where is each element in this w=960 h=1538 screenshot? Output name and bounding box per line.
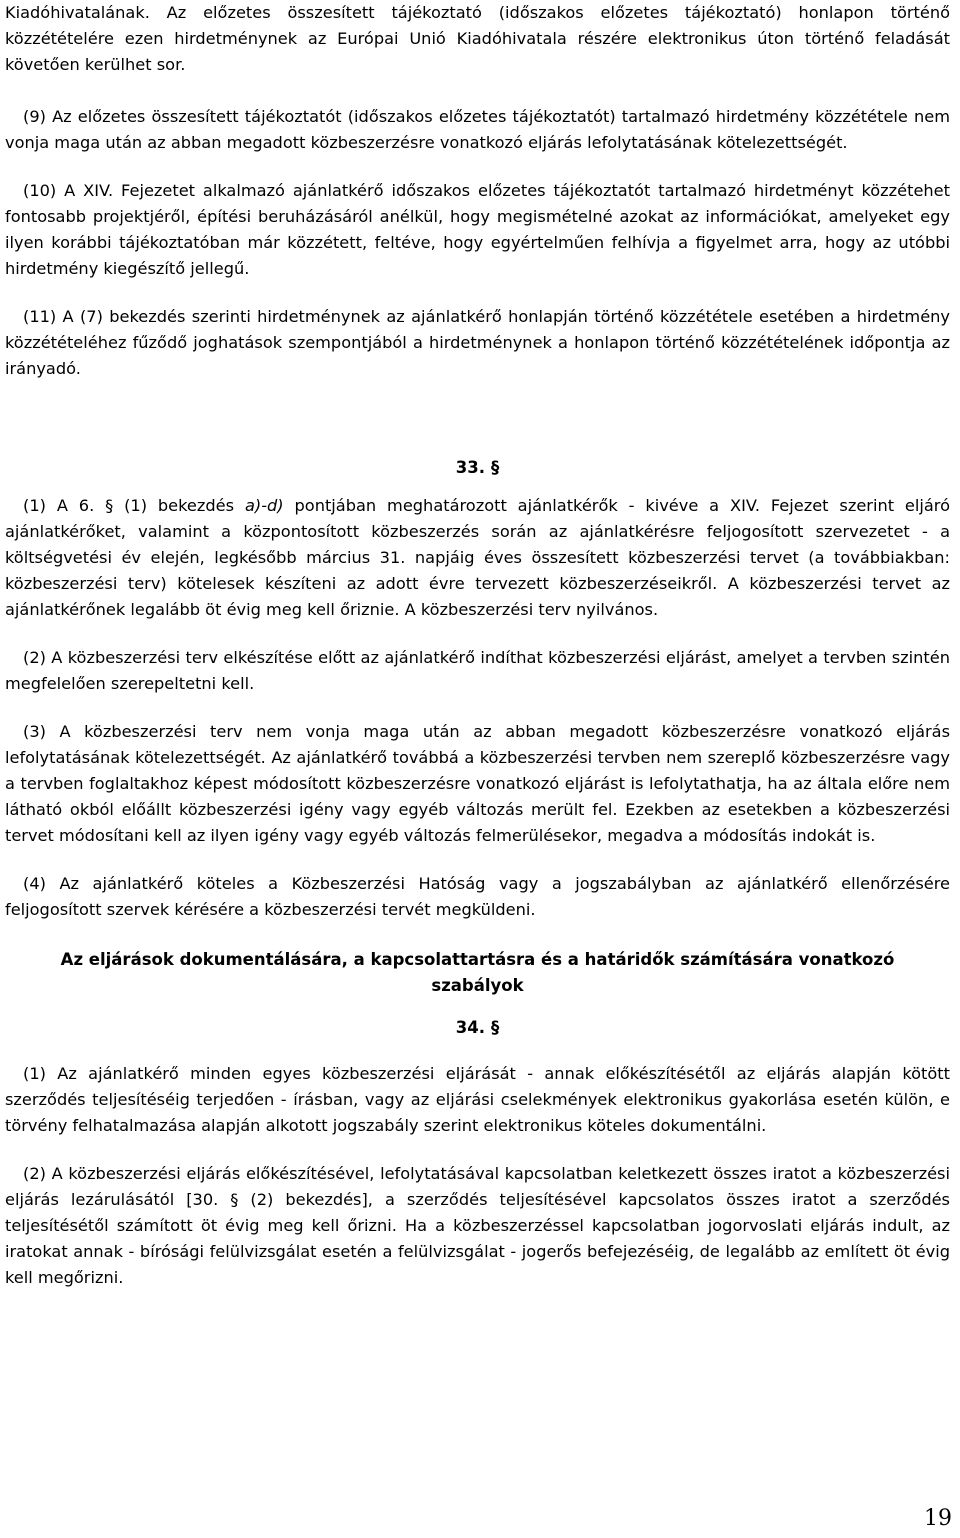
section-34-heading bbox=[5, 1015, 950, 1041]
section-33-paragraph-2: (2) A közbeszerzési terv elkészítése előtt az ajánlatkérő indíthat közbeszerzési eljárást, amelyet a tervben szintén megfelelően szerepeltetni kell. bbox=[5, 648, 950, 693]
section-33-p1-italic: a)-d) bbox=[244, 496, 284, 515]
paragraph-intro: Kiadóhivatalának. Az előzetes összesített tájékoztató (időszakos előzetes tájékoztató) honlapon történő közzétételére ezen hirdetménynek az Európai Unió Kiadóhivatala részére elektronikus úton történő feladását követően kerülhet sor. bbox=[5, 3, 950, 74]
section-34-paragraph-1: (1) Az ajánlatkérő minden egyes közbeszerzési eljárását - annak előkészítésétől az eljárás alapján kötött szerződés teljesítéséig terjedően - írásban, vagy az eljárási cselekmények elektronikus gyakorlása esetén külön, e törvény felhatalmazása alapján alkotott jogszabály szerint elektronikus köteles dokumentálni. bbox=[5, 1064, 950, 1135]
section-33-paragraph-3: (3) A közbeszerzési terv nem vonja maga után az abban megadott közbeszerzésre vonatkozó eljárás lefolytatásának kötelezettségét. Az ajánlatkérő továbbá a közbeszerzési tervben nem szereplő közbeszerzésre vagy a tervben foglaltakhoz képest módosított közbeszerzésre vonatkozó eljárást is lefolytathatja, ha az általa előre nem látható okból előállt közbeszerzési igény vagy egyéb változás merült fel. Ezekben az esetekben a közbeszerzési tervet módosítani kell az ilyen igény vagy egyéb változás felmerülésekor, megadva a módosítás indokát is. bbox=[5, 722, 950, 845]
section-33-p1-start: (1) A 6. § (1) bekezdés bbox=[23, 496, 245, 515]
chapter-heading: Az eljárások dokumentálására, a kapcsolattartásra és a határidők számítására vonatkozó szabályok bbox=[60, 950, 895, 995]
paragraph-11: (11) A (7) bekezdés szerinti hirdetménynek az ajánlatkérő honlapján történő közzététele esetében a hirdetmény közzétételéhez fűződő joghatások szempontjából a hirdetménynek a honlapon történő közzétételének időpontja az irányadó. bbox=[5, 307, 950, 378]
section-33-paragraph-4: (4) Az ajánlatkérő köteles a Közbeszerzési Hatóság vagy a jogszabályban az ajánlatkérő ellenőrzésére feljogosított szervek kérésére a közbeszerzési tervét megküldeni. bbox=[5, 874, 950, 919]
section-33-symbol: § bbox=[490, 458, 500, 477]
section-34-paragraph-2: (2) A közbeszerzési eljárás előkészítésével, lefolytatásával kapcsolatban keletkezett összes iratot a közbeszerzési eljárás lezárulásától [30. § (2) bekezdés], a szerződés teljesítésével kapcsolatos összes iratot a szerződés teljesítésétől számított öt évig meg kell őrizni. Ha a közbeszerzéssel kapcsolatban jogorvoslati eljárás indult, az iratokat annak - bírósági felülvizsgálat esetén a felülvizsgálat - jogerős befejezéséig, de legalább az említett öt évig kell megőrizni. bbox=[5, 1164, 950, 1287]
section-33-heading bbox=[5, 455, 950, 481]
section-33-paragraph-1 bbox=[5, 493, 950, 623]
section-33-number: 33. bbox=[455, 458, 485, 477]
section-33-p1-end: pontjában meghatározott ajánlatkérők - kivéve a XIV. Fejezet szerint eljáró ajánlatkérőket, valamint a központosított közbeszerzés során az ajánlatkérésre feljogosított szervezetet - a költségvetési év elején, legkésőbb március 31. napjáig éves összesített közbeszerzési tervet (a továbbiakban: közbeszerzési terv) kötelesek készíteni az adott évre tervezett közbeszerzéseikről. A közbeszerzési tervet az ajánlatkérőnek legalább öt évig meg kell őriznie. A közbeszerzési terv nyilvános. bbox=[5, 496, 951, 619]
paragraph-10: (10) A XIV. Fejezetet alkalmazó ajánlatkérő időszakos előzetes tájékoztatót tartalmazó hirdetményt közzétehet fontosabb projektjéről, építési beruházásáról anélkül, hogy megismételné azokat az információkat, amelyeket egy ilyen korábbi tájékoztatóban már közzétett, feltéve, hogy egyértelműen felhívja a figyelmet arra, hogy az utóbbi hirdetmény kiegészítő jellegű. bbox=[5, 181, 950, 278]
section-34-number: 34. bbox=[455, 1018, 485, 1037]
section-34-symbol: § bbox=[490, 1018, 500, 1037]
page-number: 19 bbox=[924, 1506, 952, 1531]
paragraph-9: (9) Az előzetes összesített tájékoztatót (időszakos előzetes tájékoztatót) tartalmazó hirdetmény közzététele nem vonja maga után az abban megadott közbeszerzésre vonatkozó eljárás lefolytatásának kötelezettségét. bbox=[5, 107, 950, 152]
